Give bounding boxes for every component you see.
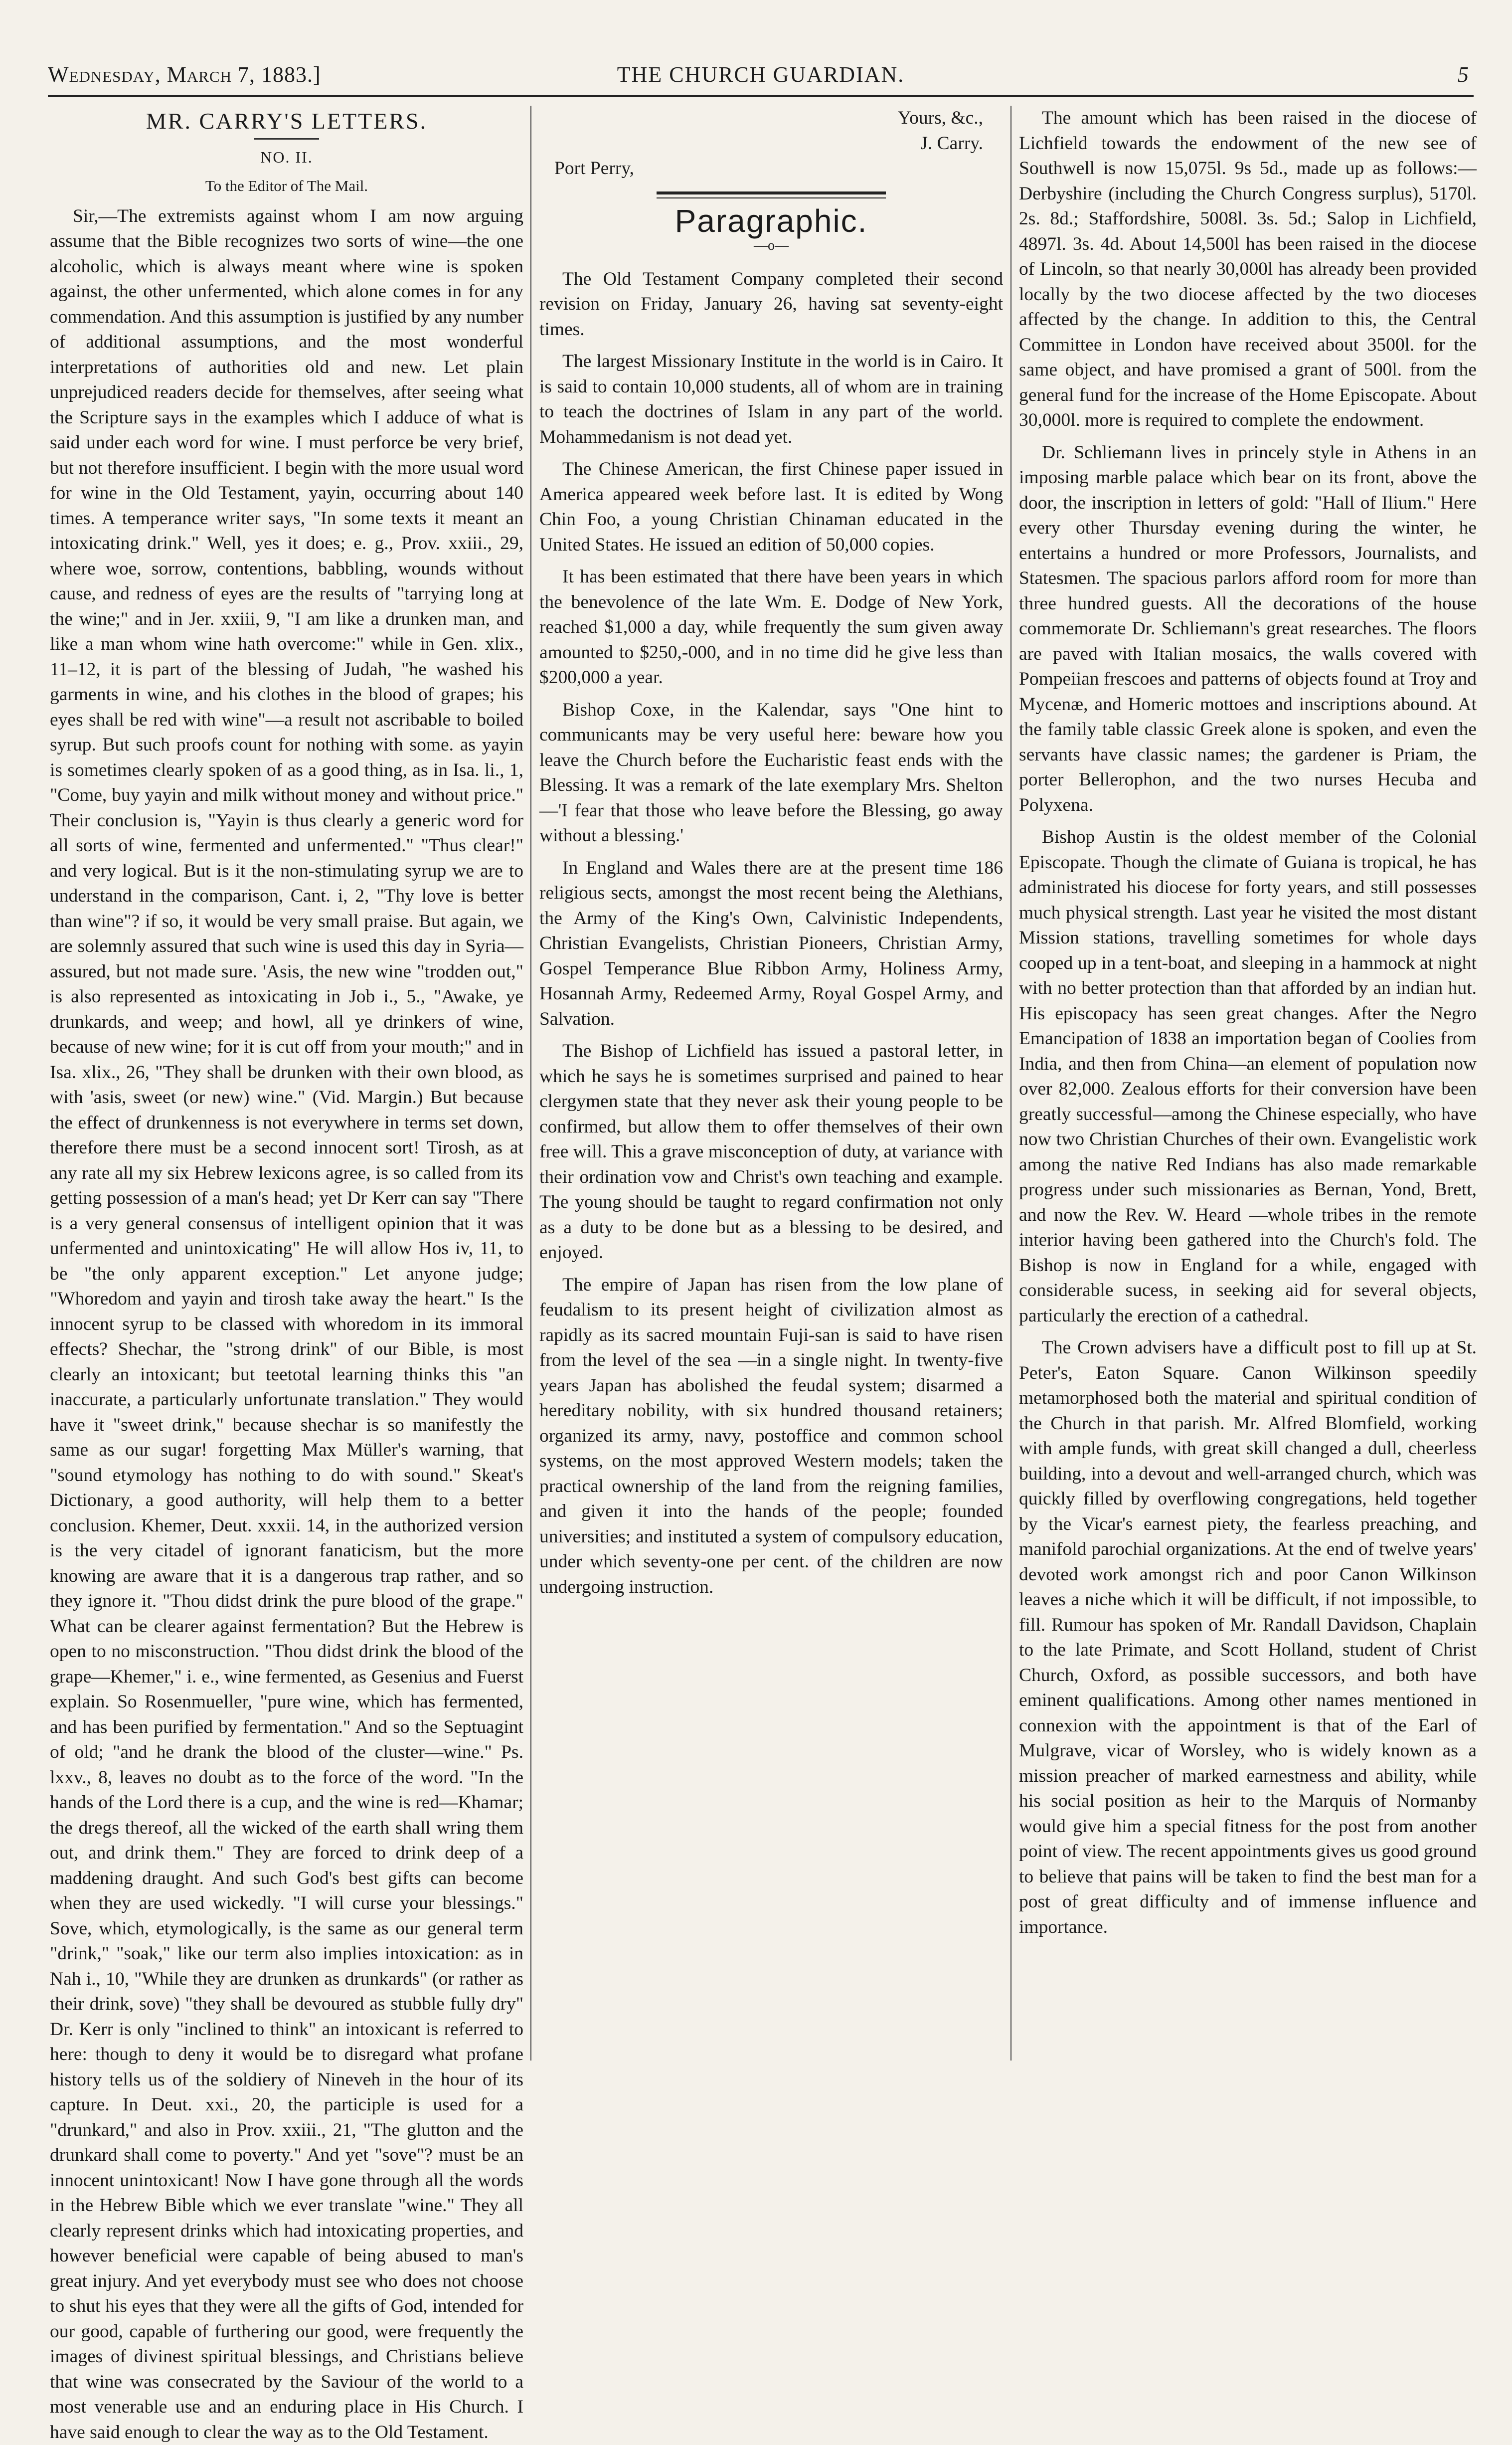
letter-closing: Yours, &c., xyxy=(539,106,983,131)
issue-date: Wednesday, March 7, 1883.] xyxy=(48,55,321,95)
letter-number: NO. II. xyxy=(50,145,523,170)
paragraph-item: Dr. Schliemann lives in princely style in Athens in an imposing marble palace which bear on its front, above the door, the inscription in letters of gold: "Hall of Ilium." Here every other Thursday evening during the winter, he entertains a hundred or more Professors, Journalists, and Statesmen. The spacious parlors afford room for more than three hundred guests. All the decorations of the house commemorate Dr. Schliemann's great researches. The floors are paved with Italian mosaics, the walls covered with Pompeiian frescoes and patterns of objects found at Troy and Mycenæ, and Homeric mottoes and inscriptions abound. At the family table classic Greek alone is spoken, and even the servants have classic names; the gardener is Priam, the porter Bellerophon, and the two nurses Hecuba and Polyxena. xyxy=(1019,440,1477,818)
title-rule xyxy=(254,138,319,140)
paragraph-item: The empire of Japan has risen from the low plane of feudalism to its present height of civilization almost as rapidly as its sacred mountain Fuji-san is said to have risen from the level of the sea —in a single night. In twenty-five years Japan has abolished the feudal system; disarmed a hereditary nobility, with six hundred thousand retainers; organized its army, navy, postoffice and common school systems, on the most approved Western models; taken the practical ownership of the land from the reigning families, and given it into the hands of the people; founded universities; and instituted a system of compulsory education, under which seventy-one per cent. of the children are now undergoing instruction. xyxy=(539,1273,1003,1600)
paragraph-item: It has been estimated that there have been years in which the benevolence of the late Wm. E. Dodge of New York, reached $1,000 a day, while frequently the sum given away amounted to $250,-000, and in no time did he give less than $200,000 a year. xyxy=(539,564,1003,691)
paragraph-item: The Bishop of Lichfield has issued a pastoral letter, in which he says he is sometimes surprised and pained to hear clergymen state that they never ask their young people to be confirmed, but allow them to offer themselves of their own free will. This a grave misconception of duty, at variance with their ordination vow and Christ's own teaching and example. The young should be taught to regard confirmation not only as a duty to be done but as a blessing to be desired, and enjoyed. xyxy=(539,1039,1003,1266)
column-divider xyxy=(1010,106,1011,2061)
paragraph-item: The Old Testament Company completed their second revision on Friday, January 26, having sat seventy-eight times. xyxy=(539,267,1003,343)
page-header xyxy=(48,55,1474,97)
letter-addressee: To the Editor of The Mail. xyxy=(50,174,523,199)
column-3 xyxy=(1019,106,1477,2061)
paragraph-item: Bishop Austin is the oldest member of the Colonial Episcopate. Though the climate of Guiana is tropical, he has administrated his diocese for forty years, and still possesses much physical strength. Last year he visited the most distant Mission stations, travelling sometimes for whole days cooped up in a tent-boat, and sleeping in a hammock at night with no better protection than that afforded by an indian hut. His episcopacy has seen great changes. After the Negro Emancipation of 1838 an importation began of Coolies from India, and then from China—an element of population now over 82,000. Zealous efforts for their conversion have been greatly successful—among the Chinese especially, who have now two Christian Churches of their own. Evangelistic work among the native Red Indians has also made remarkable progress under such missionaries as Bernan, Yond, Brett, and now the Rev. W. Heard —whole tribes in the remote interior having been gathered into the Church's fold. The Bishop is now in England for a while, engaged with considerable sucess, in seeking aid for several objects, particularly the erection of a cathedral. xyxy=(1019,825,1477,1328)
letter-body: Sir,—The extremists against whom I am now arguing assume that the Bible recognizes two sorts of wine—the one alcoholic, which is always meant where wine is spoken against, the other unfermented, which alone comes in for any commendation. And this assumption is justified by any number of additional assumptions, and the most wonderful interpretations of authorities old and new. Let plain unprejudiced readers decide for themselves, after seeing what the Scripture says in the examples which I adduce of what is said under each word for wine. I must perforce be very brief, but not therefore insufficient. I begin with the more usual word for wine in the Old Testament, yayin, occurring about 140 times. A temperance writer says, "In some texts it meant an intoxicating drink." Well, yes it does; e. g., Prov. xxiii., 29, where woe, sorrow, contentions, babbling, wounds without cause, and redness of eyes are the results of "tarrying long at the wine;" and in Jer. xxiii, 9, "I am like a drunken man, and like a man whom wine hath overcome:" while in Gen. xlix., 11–12, it is part of the blessing of Judah, "he washed his garments in wine, and his clothes in the blood of grapes; his eyes shall be red with wine"—a result not ascribable to boiled syrup. But such proofs count for nothing with some. as yayin is sometimes clearly spoken of as a good thing, as in Isa. li., 1, "Come, buy yayin and milk without money and without price." Their conclusion is, "Yayin is thus clearly a generic word for all sorts of wine, fermented and unfermented." "Thus clear!" and very logical. But is it the non-stimulating syrup we are to understand in the comparison, Cant. i, 2, "Thy love is better than wine"? if so, it would be very small praise. But again, we are solemnly assured that such wine is used this day in Syria—assured, but not made sure. 'Asis, the new wine "trodden out," is also represented as intoxicating in Job i., 5., "Awake, ye drunkards, and weep; and howl, all ye drinkers of wine, because of new wine; for it is cut off from your mouth;" and in Isa. xlix., 26, "They shall be drunken with their own blood, as with 'asis, sweet (or new) wine." (Vid. Margin.) But because the effect of drunkenness is not everywhere in terms set down, therefore there must be a second innocent sort! Tirosh, as at any rate all my six Hebrew lexicons agree, is so called from its getting possession of a man's head; yet Dr Kerr can say "There is a very general consensus of intelligent opinion that it was unfermented and unintoxicating" He will allow Hos iv, 11, to be "the only apparent exception." Let anyone judge; "Whoredom and yayin and tirosh take away the heart." Is the innocent syrup to be classed with whoredom in its immoral effects? Shechar, the "strong drink" of our Bible, is most clearly an intoxicant; but teetotal learning thinks this "an inaccurate, a particularly unfortunate translation." They would have it "sweet drink," because shechar is so manifestly the same as our sugar! forgetting Max Müller's warning, that "sound etymology has nothing to do with sound." Skeat's Dictionary, a good authority, will help them to a better conclusion. Khemer, Deut. xxxii. 14, in the authorized version is the very citadel of ignorant fanaticism, but the more knowing are aware that it is a dangerous trap rather, and so they ignore it. "Thou didst drink the pure blood of the grape." What can be clearer against fermentation? But the Hebrew is open to no misconstruction. "Thou didst drink the blood of the grape—Khemer," i. e., wine fermented, as Gesenius and Fuerst explain. So Rosenmueller, "pure wine, which has fermented, and has been purified by fermentation." And so the Septuagint of old; "and he drank the blood of the cluster—wine." Ps. lxxv., 8, leaves no doubt as to the force of the word. "In the hands of the Lord there is a cup, and the wine is red—Khamar; the dregs thereof, all the wicked of the earth shall wring them out, and drink them." They are forced to drink deep of a maddening draught. And such God's best gifts can become when they are used wickedly. "I will curse your blessings." Sove, which, etymologically, is the same as our general term "drink," "soak," like our term also implies intoxication: as in Nah i., 10, "While they are drunken as drunkards" (or rather as their drink, sove) "they shall be devoured as stubble fully dry" Dr. Kerr is only "inclined to think" an intoxicant is referred to here: though to deny it would be to disregard what profane history tells us of the soldiery of Nineveh in the hour of its capture. In Deut. xxi., 20, the participle is used for a "drunkard," and also in Prov. xxiii., 21, "The glutton and the drunkard shall come to poverty." And yet "sove"? must be an innocent unintoxicant! Now I have gone through all the words in the Hebrew Bible which we ever translate "wine." They all clearly represent drinks which had intoxicating properties, and however beneficial were capable of being abused to man's great injury. And yet everybody must see who does not choose to shut his eyes that they were all the gifts of God, intended for our good, capable of furthering our good, were frequently the images of divinest spiritual blessings, and Christians believe that wine was consecrated by the Saviour of the world to a most venerable use and an enduring place in His Church. I have said enough to clear the way as to the Old Testament. xyxy=(50,204,523,2445)
paragraph-item: The largest Missionary Institute in the world is in Cairo. It is said to contain 10,000 students, all of whom are in training to teach the doctrines of Islam in any part of the world. Mohammedanism is not dead yet. xyxy=(539,349,1003,450)
column-1 xyxy=(50,106,523,2061)
paragraph-item: The Crown advisers have a difficult post to fill up at St. Peter's, Eaton Square. Canon Wilkinson speedily metamorphosed both the material and spiritual condition of the Church in that parish. Mr. Alfred Blomfield, working with ample funds, with great skill changed a dull, cheerless building, into a devout and well-arranged church, which was quickly filled by overflowing congregations, held together by the Vicar's earnest piety, the fearless preaching, and manifold parochial organizations. At the end of twelve years' devoted work amongst rich and poor Canon Wilkinson leaves a niche which it will be difficult, if not impossible, to fill. Rumour has spoken of Mr. Randall Davidson, Chaplain to the late Primate, and Scott Holland, student of Christ Church, Oxford, as possible successors, and both have eminent qualifications. Among other names mentioned in connexion with the appointment is that of the Earl of Mulgrave, vicar of Worsley, who is widely known as a mission preacher of marked earnestness and ability, while his social position as heir to the Marquis of Normanby would give him a special fitness for the post from another point of view. The recent appointments gives us good ground to believe that pains will be taken to find the best man for a post of great difficulty and of immense influence and importance. xyxy=(1019,1335,1477,1940)
letter-place: Port Perry, xyxy=(554,156,1003,182)
column-divider xyxy=(530,106,531,2061)
section-rule xyxy=(657,191,886,198)
paragraph-item: The Chinese American, the first Chinese paper issued in America appeared week before last. It is edited by Wong Chin Foo, a young Christian Chinaman educated in the United States. He issued an edition of 50,000 copies. xyxy=(539,457,1003,558)
section-ornament: —o— xyxy=(539,233,1003,259)
paragraph-item: The amount which has been raised in the diocese of Lichfield towards the endowment of the new see of Southwell is now 15,075l. 9s 5d., made up as follows:—Derbyshire (including the Church Congress surplus), 5170l. 2s. 8d.; Staffordshire, 5008l. 3s. 5d.; Salop in Lichfield, 4897l. 3s. 4d. About 14,500l has been raised in the diocese of Lincoln, so that nearly 30,000l has already been provided locally by the two diocese affected by the two dioceses affected by the change. In addition to this, the Central Committee in London have received about 3500l. for the same object, and have promised a grant of 500l. from the general fund for the increase of the Home Episcopate. About 30,000l. more is required to complete the endowment. xyxy=(1019,106,1477,433)
column-2 xyxy=(539,106,1003,2061)
paragraph-item: In England and Wales there are at the present time 186 religious sects, amongst the most recent being the Alethians, the Army of the King's Own, Calvinistic Independents, Christian Evangelists, Christian Pioneers, Christian Army, Gospel Temperance Blue Ribbon Army, Holiness Army, Hosannah Army, Redeemed Army, Royal Gospel Army, and Salvation. xyxy=(539,856,1003,1032)
masthead: THE CHURCH GUARDIAN. xyxy=(48,55,1474,95)
letter-title: MR. CARRY'S LETTERS. xyxy=(50,109,523,134)
page-number: 5 xyxy=(1458,55,1469,95)
letter-signature: J. Carry. xyxy=(539,131,983,157)
paragraph-item: Bishop Coxe, in the Kalendar, says "One hint to communicants may be very useful here: beware how you leave the Church before the Eucharistic feast ends with the Blessing. It was a remark of the late exemplary Mrs. Shelton—'I fear that those who leave before the Blessing, go away without a blessing.' xyxy=(539,698,1003,849)
section-title: Paragraphic. xyxy=(539,208,1003,234)
